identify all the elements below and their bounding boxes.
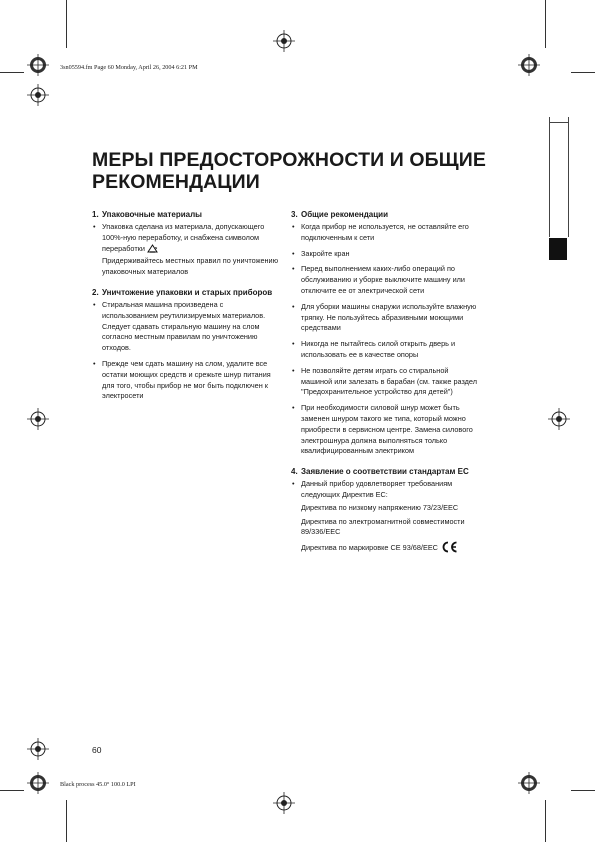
edge-tab-line (549, 122, 569, 123)
edge-tab-marker (549, 238, 567, 260)
registration-mark-bottom-right (518, 772, 540, 794)
list-item: • Прежде чем сдать машину на слом, удалите все остатки моющих средств и срежьте шнур питания для того, чтобы прибор не мог быть подключен к электросети (92, 359, 280, 402)
list-item: • Не позволяйте детям играть со стиральной машиной или залезать в барабан (см. также раздел "Предохранительное устройство для детей") (291, 366, 481, 398)
section-heading-2 (92, 288, 280, 298)
section-3-list (291, 222, 481, 457)
item-text: Упаковка сделана из материала, допускающего 100%-ную переработку, и снабжена символом переработки (102, 222, 265, 253)
section-1-list (92, 222, 280, 278)
section-title: Упаковочные материалы (102, 210, 203, 219)
section-heading-4 (291, 467, 481, 477)
registration-mark-left-upper (27, 84, 49, 106)
registration-mark-top-right (518, 54, 540, 76)
directive-text: Директива по маркировке CE 93/68/EEC (301, 543, 438, 553)
list-item: • Когда прибор не используется, не оставляйте его подключенным к сети (291, 222, 481, 244)
section-4-list (291, 479, 481, 501)
section-heading-3 (291, 210, 481, 220)
list-item: • При необходимости силовой шнур может быть заменен шнуром такого же типа, который можно приобрести в сервисном центре. Замена силового электрошнура должна выполняться только квалифицированным электриком (291, 403, 481, 457)
list-item: • Данный прибор удовлетворяет требованиям следующих Директив ЕС: (291, 479, 481, 501)
right-column (291, 210, 481, 557)
print-slug-bottom: Black process 45.0° 100.0 LPI (60, 781, 136, 788)
crop-mark (66, 800, 67, 842)
list-item (92, 222, 280, 278)
section-title: Заявление о соответствии стандартам ЕС (301, 467, 469, 477)
registration-mark-bottom-center (273, 792, 295, 814)
crop-mark (545, 0, 546, 48)
section-title: Общие рекомендации (301, 210, 388, 219)
list-item: • Закройте кран (291, 249, 481, 260)
ce-mark-icon (441, 541, 458, 557)
crop-mark (545, 800, 546, 842)
list-item: • Для уборки машины снаружи используйте влажную тряпку. Не пользуйтесь абразивными моющими средствами (291, 302, 481, 334)
recycle-icon (147, 244, 158, 257)
registration-mark-left-middle (27, 408, 49, 430)
list-item: • Перед выполнением каких-либо операций по обслуживанию и уборке выключите машину или отключите ее от электрической сети (291, 264, 481, 296)
section-title: Уничтожение упаковки и старых приборов (102, 287, 273, 297)
edge-tab-frame (549, 117, 569, 237)
section-number: 4. (291, 467, 298, 477)
registration-mark-top-center (273, 30, 295, 52)
list-item: • Стиральная машина произведена с использованием реутилизируемых материалов. Следует сдавать стиральную машину на слом согласно местным правилам по уничтожению отходов. (92, 300, 280, 354)
left-column (92, 210, 280, 407)
page-number: 60 (92, 745, 102, 755)
registration-mark-top-left (27, 54, 49, 76)
directive-line: Директива по низкому напряжению 73/23/EEC (301, 502, 459, 512)
print-slug-top: 3sn05594.fm Page 60 Monday, April 26, 2004 6:21 PM (60, 64, 198, 71)
section-number: 3. (291, 210, 298, 219)
item-text-continued: Придерживайтесь местных правил по уничтожению упаковочных материалов (102, 256, 279, 277)
crop-mark (0, 72, 24, 73)
crop-mark (66, 0, 67, 48)
crop-mark (571, 790, 595, 791)
registration-mark-left-lower (27, 738, 49, 760)
registration-mark-right-middle (548, 408, 570, 430)
section-2-list (92, 300, 280, 402)
directive-line: Директива по электромагнитной совместимости 89/336/EEC (301, 516, 465, 537)
list-item: • Никогда не пытайтесь силой открыть дверь и использовать ее в качестве опоры (291, 339, 481, 361)
crop-mark (571, 72, 595, 73)
section-number: 2. (92, 287, 99, 297)
registration-mark-bottom-left (27, 772, 49, 794)
page-title: МЕРЫ ПРЕДОСТОРОЖНОСТИ И ОБЩИЕ РЕКОМЕНДАЦИИ (92, 149, 486, 193)
section-heading-1 (92, 210, 280, 220)
directive-line-ce (291, 541, 481, 557)
crop-mark (0, 790, 24, 791)
section-number: 1. (92, 210, 99, 219)
